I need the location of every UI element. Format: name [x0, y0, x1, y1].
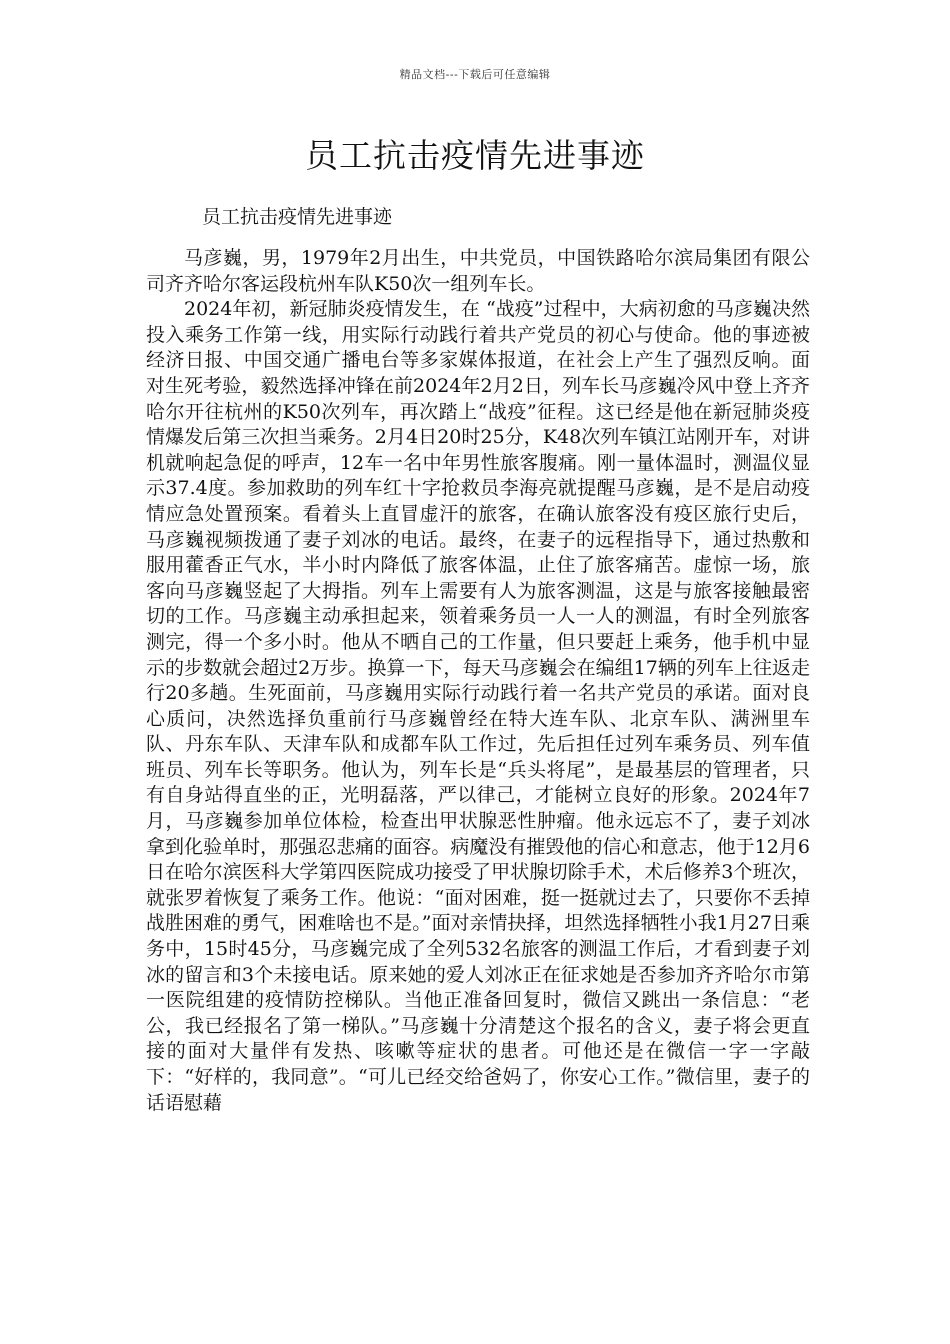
- document-title: 员工抗击疫情先进事迹: [305, 136, 645, 175]
- document-subtitle: 员工抗击疫情先进事迹: [202, 206, 393, 228]
- paragraph-main: 2024年初，新冠肺炎疫情发生，在 “战疫”过程中，大病初愈的马彦巍决然投入乘务工作第一线，用实际行动践行着共产党员的初心与使命。他的事迹被经济日报、中国交通广播电台等多家媒体报道，在社会上产生了强烈反响。面对生死考验，毅然选择冲锋在前2024年2月2日，列车长马彦巍冷风中登上齐齐哈尔开往杭州的K50次列车，再次踏上“战疫”征程。这已经是他在新冠肺炎疫情爆发后第三次担当乘务。2月4日20时25分，K48次列车镇江站刚开车，对讲机就响起急促的呼声，12车一名中年男性旅客腹痛。刚一量体温时，测温仪显示37.4度。参加救助的列车红十字抢救员李海亮就提醒马彦巍，是不是启动疫情应急处置预案。看着头上直冒虚汗的旅客，在确认旅客没有疫区旅行史后，马彦巍视频拨通了妻子刘冰的电话。最终，在妻子的远程指导下，通过热敷和服用藿香正气水，半小时内降低了旅客体温，止住了旅客痛苦。虚惊一场，旅客向马彦巍竖起了大拇指。列车上需要有人为旅客测温，这是与旅客接触最密切的工作。马彦巍主动承担起来，领着乘务员一人一人的测温，有时全列旅客测完，得一个多小时。他从不晒自己的工作量，但只要赶上乘务，他手机中显示的步数就会超过2万步。换算一下，每天马彦巍会在编组17辆的列车上往返走行20多趟。生死面前，马彦巍用实际行动践行着一名共产党员的承诺。面对良心质问，决然选择负重前行马彦巍曾经在特大连车队、北京车队、满洲里车队、丹东车队、天津车队和成都车队工作过，先后担任过列车乘务员、列车值班员、列车长等职务。他认为，列车长是“兵头将尾”，是最基层的管理者，只有自身站得直坐的正，光明磊落，严以律己，才能树立良好的形象。2024年7月，马彦巍参加单位体检，检查出甲状腺恶性肿瘤。他永远忘不了，妻子刘冰拿到化验单时，那强忍悲痛的面容。病魔没有摧毁他的信心和意志，他于12月6日在哈尔滨医科大学第四医院成功接受了甲状腺切除手术，术后修养3个班次，就张罗着恢复了乘务工作。他说：“面对困难，挺一挺就过去了，只要你不丢掉战胜困难的勇气，困难啥也不是。”面对亲情抉择，坦然选择牺牲小我1月27日乘务中，15时45分，马彦巍完成了全列532名旅客的测温工作后，才看到妻子刘冰的留言和3个未接电话。原来她的爱人刘冰正在征求她是否参加齐齐哈尔市第一医院组建的疫情防控梯队。当他正准备回复时，微信又跳出一条信息：“老公，我已经报名了第一梯队。”马彦巍十分清楚这个报名的含义，妻子将会更直接的面对大量伴有发热、咳嗽等症状的患者。可他还是在微信一字一字敲下：“好样的，我同意”。“可儿已经交给爸妈了，你安心工作。”微信里，妻子的话语慰藉: [146, 298, 810, 1114]
- paragraph-intro: 马彦巍，男，1979年2月出生，中共党员，中国铁路哈尔滨局集团有限公司齐齐哈尔客运段杭州车队K50次一组列车长。: [146, 247, 810, 295]
- header-note: 精品文档---下载后可任意编辑: [399, 68, 551, 81]
- document-body: [146, 246, 810, 1116]
